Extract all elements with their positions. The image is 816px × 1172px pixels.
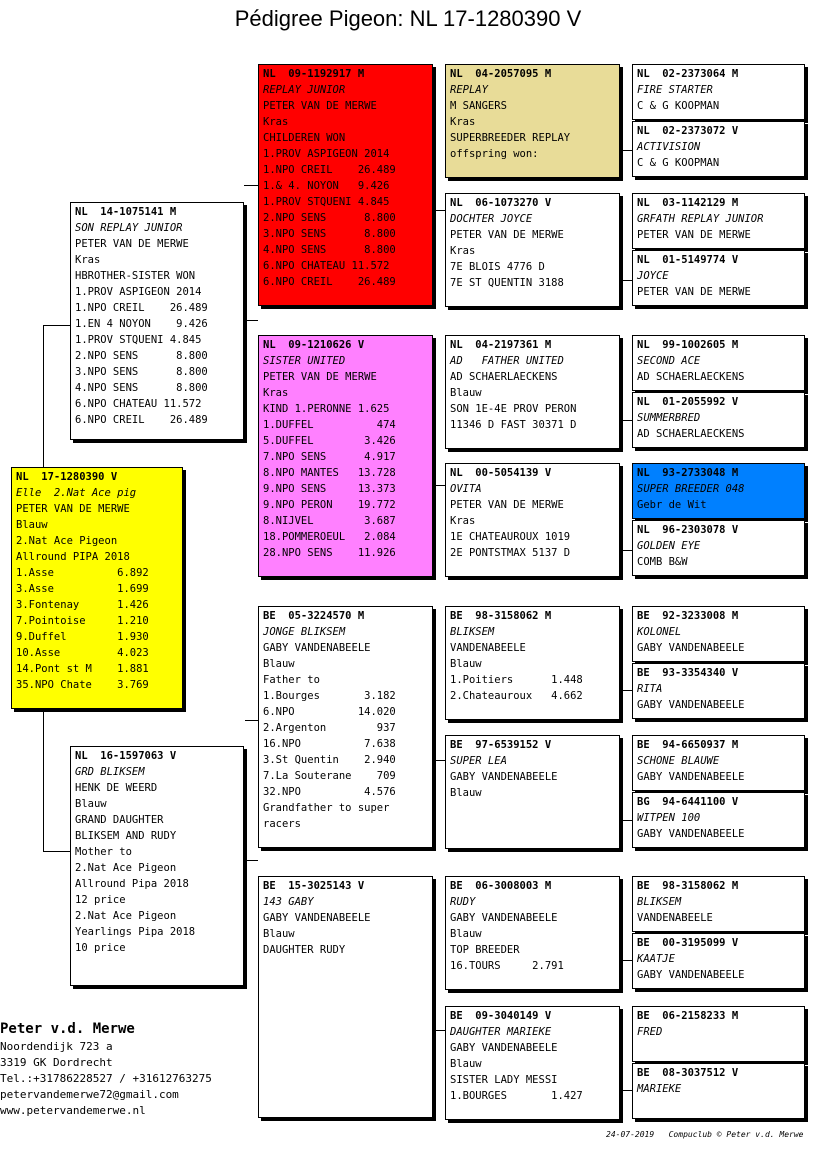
owner-name: GABY VANDENABEELE <box>450 771 558 783</box>
pigeon-name: SCHONE BLAUWE <box>637 755 720 767</box>
info-line: TOP BREEDER <box>450 944 520 956</box>
ring-number: BE 06-2158233 M <box>637 1010 739 1022</box>
info-line: CHILDEREN WON <box>263 132 346 144</box>
pigeon-name: KOLONEL <box>637 626 682 638</box>
g5-card-7 <box>632 463 805 519</box>
info-line: Blauw <box>450 658 482 670</box>
owner-name: HENK DE WEERD <box>75 782 158 794</box>
info-line: Grandfather to super <box>263 802 390 814</box>
info-line: Blauw <box>263 658 295 670</box>
owner-name: PETER VAN DE MERWE <box>263 371 377 383</box>
ring-number: BE 98-3158062 M <box>450 610 552 622</box>
info-line: 1.NPO CREIL 26.489 <box>263 164 396 176</box>
pigeon-name: KAATJE <box>637 953 675 965</box>
father-father-card <box>258 64 433 306</box>
info-line: 1.Asse 6.892 <box>16 567 149 579</box>
father-mother-card <box>258 335 433 577</box>
ring-number: BE 15-3025143 V <box>263 880 365 892</box>
ring-number: NL 96-2303078 V <box>637 524 739 536</box>
ring-number: BE 97-6539152 V <box>450 739 552 751</box>
pigeon-name: SON REPLAY JUNIOR <box>75 222 183 234</box>
pigeon-name: JOYCE <box>637 270 669 282</box>
info-line: 14.Pont st M 1.881 <box>16 663 149 675</box>
info-line: Blauw <box>450 928 482 940</box>
pigeon-name: SISTER UNITED <box>263 355 346 367</box>
info-line: Blauw <box>16 519 48 531</box>
g5-card-1 <box>632 64 805 120</box>
breeder-name: Peter v.d. Merwe <box>0 1021 135 1037</box>
ring-number: BE 09-3040149 V <box>450 1010 552 1022</box>
info-line: GRAND DAUGHTER <box>75 814 164 826</box>
ring-number: BE 06-3008003 M <box>450 880 552 892</box>
info-line: 1.EN 4 NOYON 9.426 <box>75 318 208 330</box>
ring-number: NL 02-2373064 M <box>637 68 739 80</box>
website-link[interactable]: www.petervandemerwe.nl <box>0 1104 146 1117</box>
owner-name: VANDENABEELE <box>450 642 526 654</box>
info-line: 3.NPO SENS 8.800 <box>75 366 208 378</box>
info-line: 6.NPO 14.020 <box>263 706 396 718</box>
info-line: offspring won: <box>450 148 539 160</box>
ring-number: NL 16-1597063 V <box>75 750 177 762</box>
pigeon-name: BLIKSEM <box>637 896 682 908</box>
g5-card-13 <box>632 876 805 932</box>
owner-name: M SANGERS <box>450 100 507 112</box>
info-line: 1.PROV ASPIGEON 2014 <box>75 286 202 298</box>
info-line: Blauw <box>450 1058 482 1070</box>
ring-number: NL 06-1073270 V <box>450 197 552 209</box>
pigeon-name: Elle 2.Nat Ace pig <box>16 487 137 499</box>
info-line: 35.NPO Chate 3.769 <box>16 679 149 691</box>
pigeon-name: DOCHTER JOYCE <box>450 213 533 225</box>
ring-number: NL 14-1075141 M <box>75 206 177 218</box>
info-line: Kras <box>450 245 476 257</box>
owner-name: GABY VANDENABEELE <box>263 642 371 654</box>
info-line: 1E CHATEAUROUX 1019 <box>450 531 571 543</box>
owner-name: GABY VANDENABEELE <box>637 699 745 711</box>
owner-name: PETER VAN DE MERWE <box>637 286 751 298</box>
owner-name: PETER VAN DE MERWE <box>75 238 189 250</box>
info-line: BLIKSEM AND RUDY <box>75 830 177 842</box>
info-line: 4.NPO SENS 8.800 <box>75 382 208 394</box>
ring-number: NL 09-1210626 V <box>263 339 365 351</box>
info-line: KIND 1.PERONNE 1.625 <box>263 403 390 415</box>
info-line: DAUGHTER RUDY <box>263 944 346 956</box>
ring-number: NL 04-2197361 M <box>450 339 552 351</box>
mfm-card <box>445 735 620 849</box>
info-line: 9.Duffel 1.930 <box>16 631 149 643</box>
info-line: Kras <box>263 116 289 128</box>
info-line: 2.NPO SENS 8.800 <box>75 350 208 362</box>
pigeon-name: 143 GABY <box>263 896 314 908</box>
info-line: 8.NIJVEL 3.687 <box>263 515 396 527</box>
g5-card-6 <box>632 392 805 448</box>
mother-card <box>70 746 244 986</box>
ring-number: NL 00-5054139 V <box>450 467 552 479</box>
owner-name: GABY VANDENABEELE <box>637 828 745 840</box>
g5-card-5 <box>632 335 805 391</box>
ring-number: BE 08-3037512 V <box>637 1067 739 1079</box>
pigeon-name: OVITA <box>450 483 482 495</box>
main-pigeon-card <box>11 467 183 709</box>
owner-name: GABY VANDENABEELE <box>637 969 745 981</box>
mff-card <box>445 606 620 720</box>
phone-line: Tel.:+31786228527 / +31612763275 <box>0 1072 212 1085</box>
page-title: Pédigree Pigeon: NL 17-1280390 V <box>234 6 582 31</box>
g5-card-9 <box>632 606 805 662</box>
info-line: 7.Pointoise 1.210 <box>16 615 149 627</box>
pigeon-name: BLIKSEM <box>450 626 495 638</box>
ring-number: NL 01-5149774 V <box>637 254 739 266</box>
info-line: Kras <box>450 515 476 527</box>
info-line: Allround PIPA 2018 <box>16 551 130 563</box>
owner-name: GABY VANDENABEELE <box>263 912 371 924</box>
owner-name: AD SCHAERLAECKENS <box>637 428 745 440</box>
info-line: SON 1E-4E PROV PERON <box>450 403 577 415</box>
info-line: 3.St Quentin 2.940 <box>263 754 396 766</box>
info-line: Blauw <box>75 798 107 810</box>
pigeon-name: RITA <box>637 683 663 695</box>
info-line: 9.NPO PERON 19.772 <box>263 499 396 511</box>
info-line: racers <box>263 818 301 830</box>
fff-card <box>445 64 620 178</box>
mother-father-card <box>258 606 433 848</box>
ring-number: NL 93-2733048 M <box>637 467 739 479</box>
fmf-card <box>445 335 620 449</box>
info-line: 1.Poitiers 1.448 <box>450 674 583 686</box>
pigeon-name: MARIEKE <box>637 1083 682 1095</box>
ring-number: BG 94-6441100 V <box>637 796 739 808</box>
owner-name: AD SCHAERLAECKENS <box>450 371 558 383</box>
pigeon-name: SECOND ACE <box>637 355 701 367</box>
ring-number: BE 93-3354340 V <box>637 667 739 679</box>
info-line: 2E PONTSTMAX 5137 D <box>450 547 571 559</box>
ring-number: BE 98-3158062 M <box>637 880 739 892</box>
info-line: 12 price <box>75 894 126 906</box>
ring-number: NL 01-2055992 V <box>637 396 739 408</box>
info-line: 2.Nat Ace Pigeon <box>75 862 177 874</box>
info-line: 7.NPO SENS 4.917 <box>263 451 396 463</box>
pigeon-name: SUMMERBRED <box>637 412 701 424</box>
info-line: 28.NPO SENS 11.926 <box>263 547 396 559</box>
info-line: Mother to <box>75 846 132 858</box>
info-line: 6.NPO CHATEAU 11.572 <box>263 260 390 272</box>
fmm-card <box>445 463 620 577</box>
info-line: 1.PROV STQUENI 4.845 <box>263 196 390 208</box>
info-line: 1.PROV ASPIGEON 2014 <box>263 148 390 160</box>
info-line: 2.Nat Ace Pigeon <box>75 910 177 922</box>
pigeon-name: JONGE BLIKSEM <box>263 626 346 638</box>
ring-number: NL 02-2373072 V <box>637 125 739 137</box>
ring-number: BE 00-3195099 V <box>637 937 739 949</box>
info-line: 18.POMMEROEUL 2.084 <box>263 531 396 543</box>
info-line: Blauw <box>450 787 482 799</box>
g5-card-16 <box>632 1063 805 1119</box>
father-card <box>70 202 244 440</box>
owner-name: Gebr de Wit <box>637 499 707 511</box>
info-line: 3.Fontenay 1.426 <box>16 599 149 611</box>
owner-name: GABY VANDENABEELE <box>637 642 745 654</box>
info-line: 3.NPO SENS 8.800 <box>263 228 396 240</box>
pigeon-name: REPLAY JUNIOR <box>263 84 346 96</box>
info-line: 6.NPO CREIL 26.489 <box>263 276 396 288</box>
info-line: 2.Nat Ace Pigeon <box>16 535 118 547</box>
info-line: 3.Asse 1.699 <box>16 583 149 595</box>
owner-name: PETER VAN DE MERWE <box>637 229 751 241</box>
email-link[interactable]: petervandemerwe72@gmail.com <box>0 1088 179 1101</box>
info-line: Allround Pipa 2018 <box>75 878 189 890</box>
pigeon-name: ACTIVISION <box>637 141 701 153</box>
pigeon-name: FRED <box>637 1026 663 1038</box>
g5-card-8 <box>632 520 805 576</box>
info-line: 1.& 4. NOYON 9.426 <box>263 180 390 192</box>
pigeon-name: GOLDEN EYE <box>637 540 701 552</box>
info-line: 4.NPO SENS 8.800 <box>263 244 396 256</box>
g5-card-11 <box>632 735 805 791</box>
pigeon-name: WITPEN 100 <box>637 812 701 824</box>
info-line: 7.La Souterane 709 <box>263 770 396 782</box>
info-line: 10 price <box>75 942 126 954</box>
owner-name: C & G KOOPMAN <box>637 100 720 112</box>
g5-card-3 <box>632 193 805 249</box>
info-line: 1.BOURGES 1.427 <box>450 1090 583 1102</box>
ring-number: NL 09-1192917 M <box>263 68 365 80</box>
ring-number: BE 94-6650937 M <box>637 739 739 751</box>
info-line: 2.Chateauroux 4.662 <box>450 690 583 702</box>
g5-card-14 <box>632 933 805 989</box>
info-line: SUPERBREEDER REPLAY <box>450 132 571 144</box>
info-line: 16.NPO 7.638 <box>263 738 396 750</box>
info-line: 2.NPO SENS 8.800 <box>263 212 396 224</box>
info-line: 32.NPO 4.576 <box>263 786 396 798</box>
info-line: HBROTHER-SISTER WON <box>75 270 196 282</box>
info-line: 5.DUFFEL 3.426 <box>263 435 396 447</box>
info-line: Blauw <box>450 387 482 399</box>
info-line: Kras <box>263 387 289 399</box>
g5-card-12 <box>632 792 805 848</box>
owner-name: PETER VAN DE MERWE <box>450 229 564 241</box>
owner-name: VANDENABEELE <box>637 912 713 924</box>
info-line: 6.NPO CREIL 26.489 <box>75 414 208 426</box>
owner-name: COMB B&W <box>637 556 688 568</box>
info-line: 8.NPO MANTES 13.728 <box>263 467 396 479</box>
info-line: 1.NPO CREIL 26.489 <box>75 302 208 314</box>
g5-card-10 <box>632 663 805 719</box>
pigeon-name: SUPER LEA <box>450 755 507 767</box>
print-stamp: 24-07-2019 Compuclub © Peter v.d. Merwe <box>606 1130 804 1139</box>
info-line: 1.PROV STQUENI 4.845 <box>75 334 202 346</box>
info-line: 7E ST QUENTIN 3188 <box>450 277 564 289</box>
mmf-card <box>445 876 620 990</box>
pigeon-name: REPLAY <box>450 84 488 96</box>
pigeon-name: FIRE STARTER <box>637 84 713 96</box>
g5-card-15 <box>632 1006 805 1062</box>
info-line: 11346 D FAST 30371 D <box>450 419 577 431</box>
ring-number: BE 92-3233008 M <box>637 610 739 622</box>
mother-mother-card <box>258 876 433 1118</box>
ring-number: NL 99-1002605 M <box>637 339 739 351</box>
info-line: 9.NPO SENS 13.373 <box>263 483 396 495</box>
g5-card-4 <box>632 250 805 306</box>
owner-name: PETER VAN DE MERWE <box>263 100 377 112</box>
owner-name: C & G KOOPMAN <box>637 157 720 169</box>
owner-name: PETER VAN DE MERWE <box>16 503 130 515</box>
info-line: 1.Bourges 3.182 <box>263 690 396 702</box>
pigeon-name: GRD BLIKSEM <box>75 766 145 778</box>
ring-number: NL 17-1280390 V <box>16 471 118 483</box>
city-line: 3319 GK Dordrecht <box>0 1056 113 1069</box>
info-line: 2.Argenton 937 <box>263 722 396 734</box>
ring-number: NL 04-2057095 M <box>450 68 552 80</box>
pigeon-name: RUDY <box>450 896 476 908</box>
mmm-card <box>445 1006 620 1120</box>
pigeon-name: DAUGHTER MARIEKE <box>450 1026 552 1038</box>
pigeon-name: GRFATH REPLAY JUNIOR <box>637 213 764 225</box>
info-line: SISTER LADY MESSI <box>450 1074 558 1086</box>
info-line: Yearlings Pipa 2018 <box>75 926 196 938</box>
owner-name: AD SCHAERLAECKENS <box>637 371 745 383</box>
info-line: Kras <box>450 116 476 128</box>
owner-name: PETER VAN DE MERWE <box>450 499 564 511</box>
info-line: Father to <box>263 674 320 686</box>
pigeon-name: SUPER BREEDER 048 <box>637 483 745 495</box>
breeder-contact <box>0 1019 212 1119</box>
info-line: 6.NPO CHATEAU 11.572 <box>75 398 202 410</box>
pigeon-name: AD FATHER UNITED <box>450 355 564 367</box>
g5-card-2 <box>632 121 805 177</box>
ffm-card <box>445 193 620 307</box>
info-line: 16.TOURS 2.791 <box>450 960 564 972</box>
address-line: Noordendijk 723 a <box>0 1040 113 1053</box>
owner-name: GABY VANDENABEELE <box>637 771 745 783</box>
ring-number: BE 05-3224570 M <box>263 610 365 622</box>
info-line: 1.DUFFEL 474 <box>263 419 396 431</box>
info-line: Kras <box>75 254 101 266</box>
ring-number: NL 03-1142129 M <box>637 197 739 209</box>
info-line: 7E BLOIS 4776 D <box>450 261 545 273</box>
info-line: 10.Asse 4.023 <box>16 647 149 659</box>
owner-name: GABY VANDENABEELE <box>450 912 558 924</box>
info-line: Blauw <box>263 928 295 940</box>
owner-name: GABY VANDENABEELE <box>450 1042 558 1054</box>
